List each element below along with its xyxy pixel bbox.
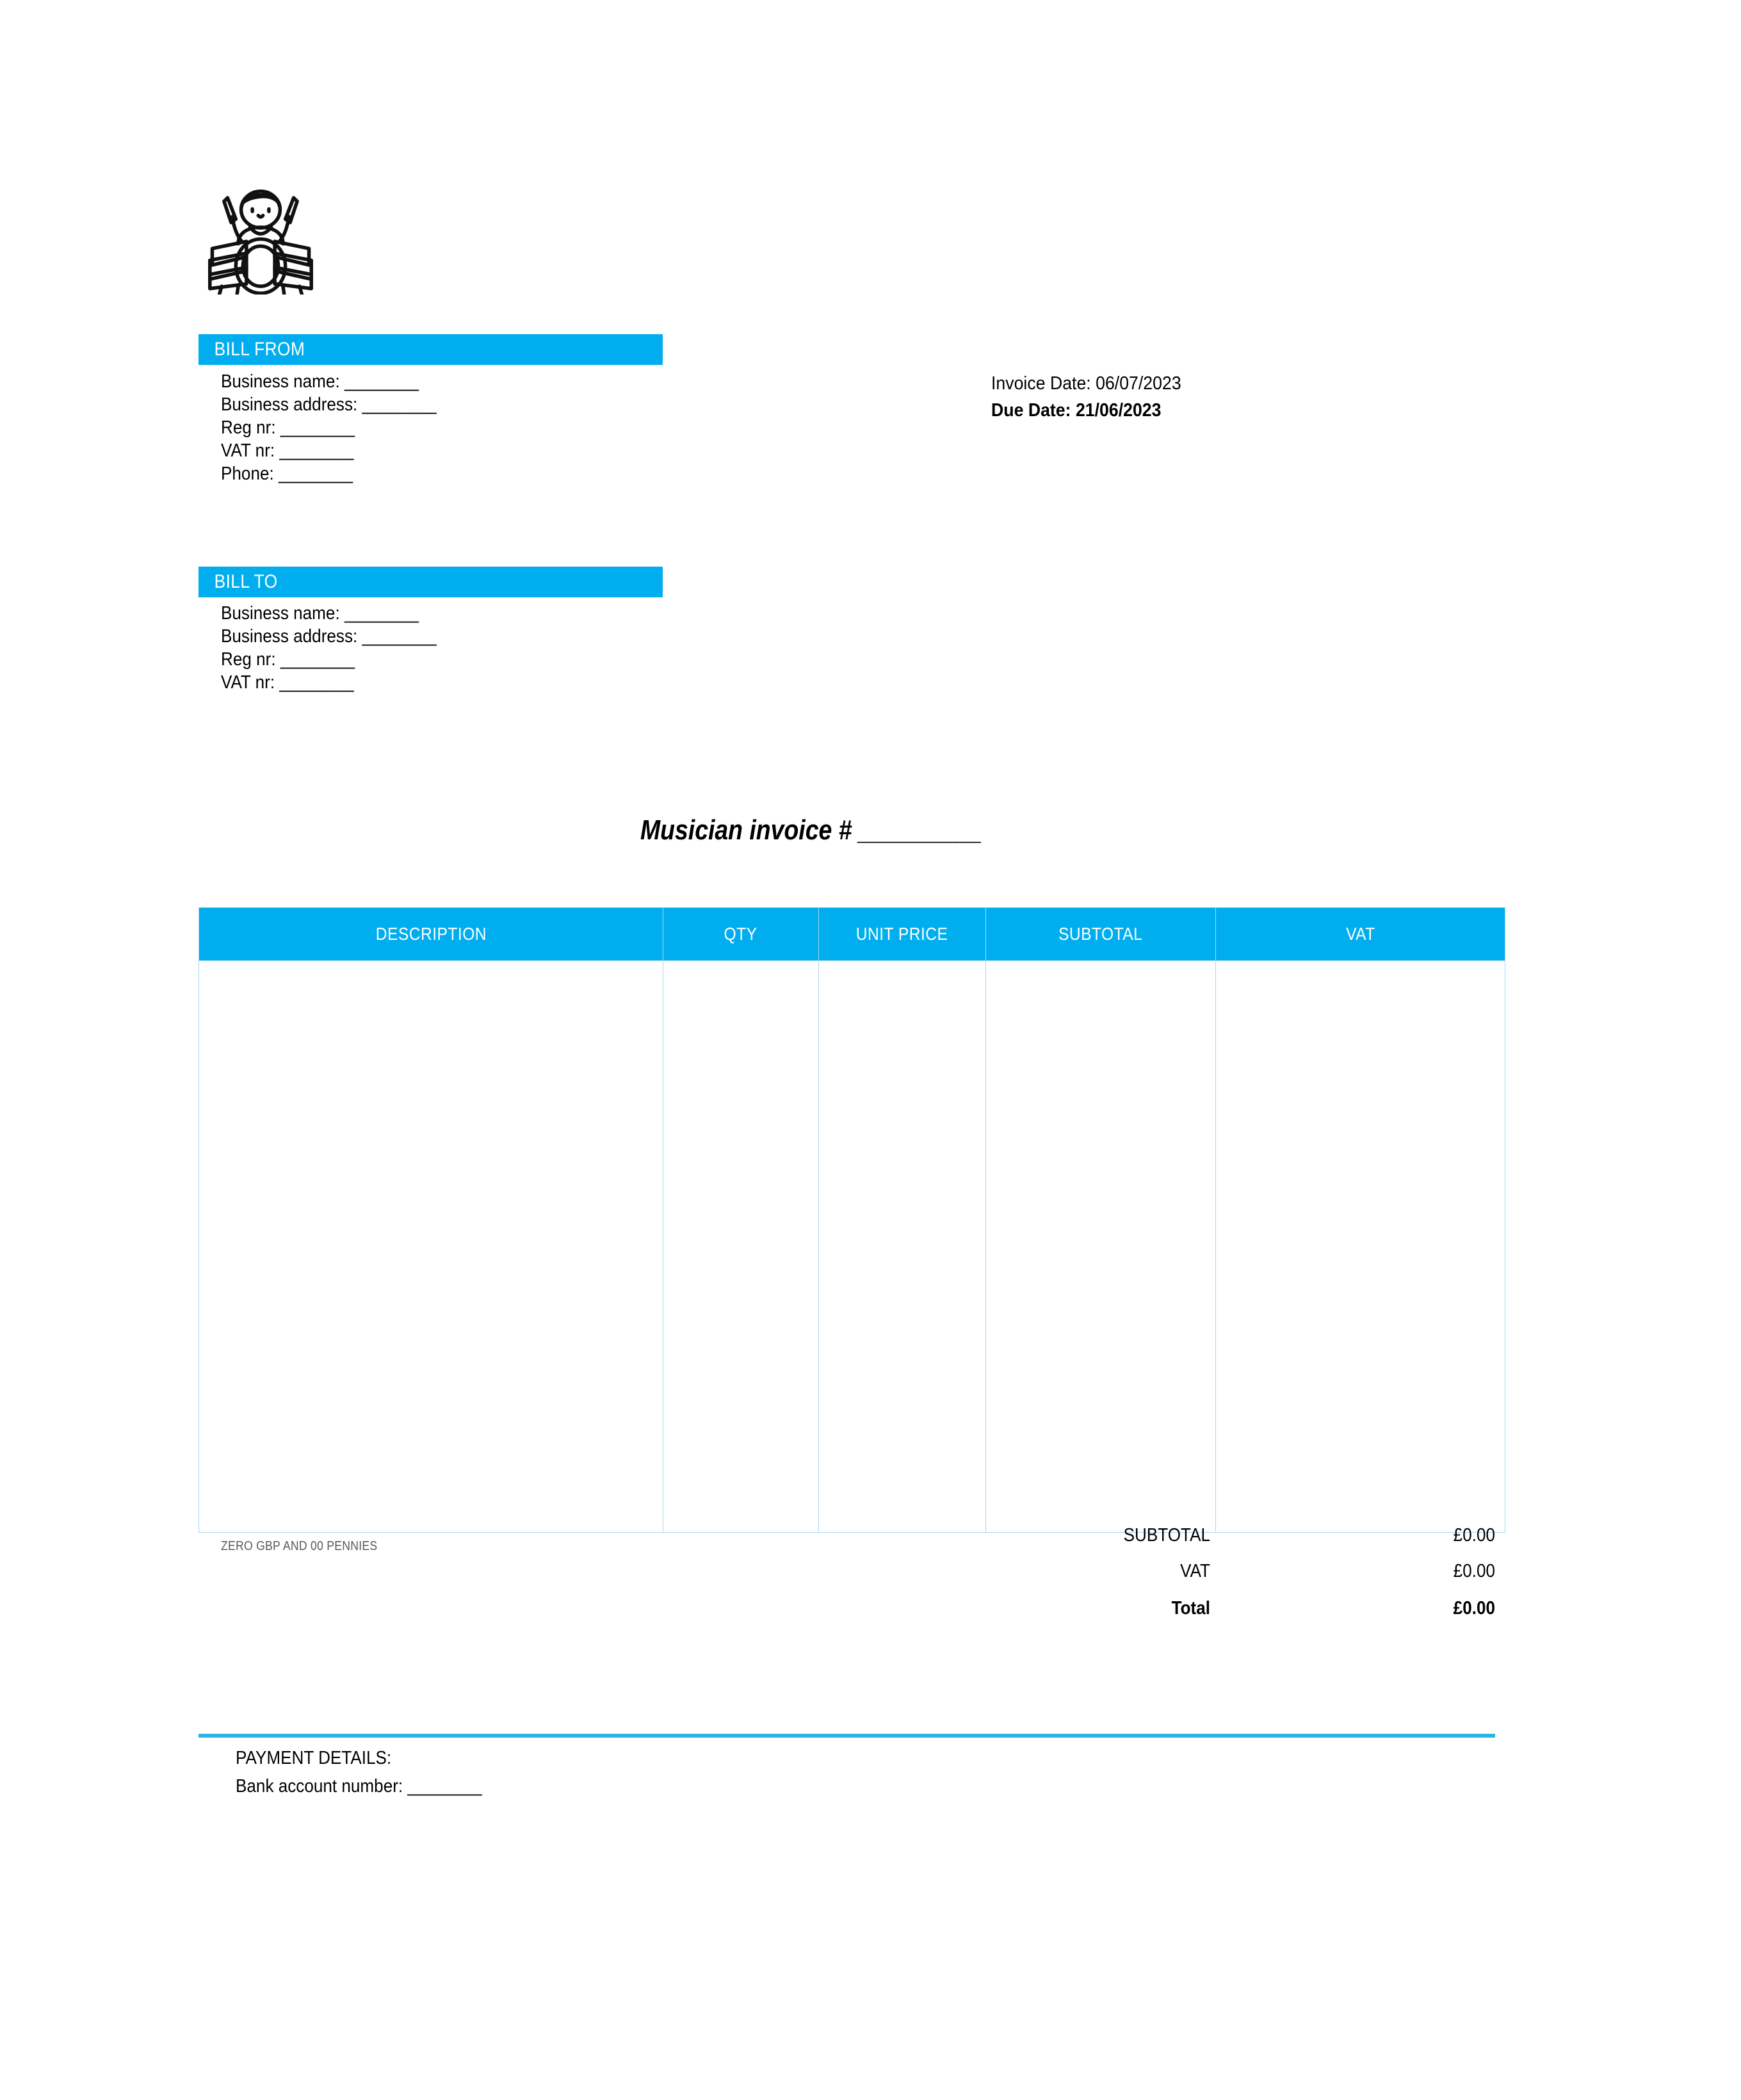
payment-details-heading: PAYMENT DETAILS:	[236, 1748, 392, 1768]
bill-from-business-name[interactable]: Business name: ________	[221, 371, 419, 392]
cell-subtotal[interactable]	[986, 961, 1216, 1533]
total-value: £0.00	[1453, 1598, 1495, 1619]
cell-vat[interactable]	[1216, 961, 1505, 1533]
cell-description[interactable]	[199, 961, 663, 1533]
cell-qty[interactable]	[663, 961, 819, 1533]
column-header-unit-price: UNIT PRICE	[819, 908, 986, 961]
bill-from-phone[interactable]: Phone: ________	[221, 464, 353, 484]
vat-label: VAT	[1180, 1561, 1210, 1581]
totals-row-total	[999, 1598, 1495, 1634]
drummer-logo-icon	[200, 182, 321, 295]
subtotal-value: £0.00	[1453, 1525, 1495, 1546]
bill-from-fields	[221, 370, 460, 485]
bill-to-reg-nr[interactable]: Reg nr: ________	[221, 649, 355, 670]
invoice-number-blank[interactable]: __________	[858, 814, 981, 846]
bill-to-business-name[interactable]: Business name: ________	[221, 603, 419, 624]
bill-from-reg-nr[interactable]: Reg nr: ________	[221, 417, 355, 438]
bill-from-label: BILL FROM	[214, 339, 305, 360]
totals-row-vat	[999, 1561, 1495, 1597]
column-header-subtotal: SUBTOTAL	[986, 908, 1216, 961]
invoice-dates	[991, 370, 1197, 424]
column-header-description: DESCRIPTION	[199, 908, 663, 961]
bill-to-fields	[221, 602, 460, 694]
payment-details	[236, 1744, 509, 1800]
vat-value: £0.00	[1453, 1561, 1495, 1581]
bill-to-vat-nr[interactable]: VAT nr: ________	[221, 672, 354, 693]
invoice-title-text: Musician invoice #	[640, 814, 859, 846]
bank-account-number-field[interactable]: Bank account number: ________	[236, 1776, 482, 1797]
bill-to-business-address[interactable]: Business address: ________	[221, 626, 437, 647]
bill-to-header	[198, 567, 663, 597]
line-items-table	[198, 907, 1505, 1533]
bill-to-label: BILL TO	[214, 571, 278, 592]
footer-divider	[198, 1734, 1495, 1738]
table-row	[199, 961, 1505, 1533]
totals-row-subtotal	[999, 1525, 1495, 1561]
invoice-date: Invoice Date: 06/07/2023	[991, 373, 1181, 394]
due-date: Due Date: 21/06/2023	[991, 400, 1162, 421]
table-header-row	[199, 908, 1505, 961]
column-header-vat: VAT	[1216, 908, 1505, 961]
bill-from-business-address[interactable]: Business address: ________	[221, 394, 437, 415]
totals-block	[999, 1525, 1495, 1634]
cell-unit-price[interactable]	[819, 961, 986, 1533]
invoice-title	[640, 814, 981, 846]
subtotal-label: SUBTOTAL	[1123, 1525, 1210, 1546]
bill-from-header	[198, 334, 663, 365]
amount-in-words: ZERO GBP AND 00 PENNIES	[221, 1539, 378, 1553]
total-label: Total	[1171, 1598, 1210, 1619]
bill-from-vat-nr[interactable]: VAT nr: ________	[221, 440, 354, 461]
column-header-qty: QTY	[663, 908, 819, 961]
